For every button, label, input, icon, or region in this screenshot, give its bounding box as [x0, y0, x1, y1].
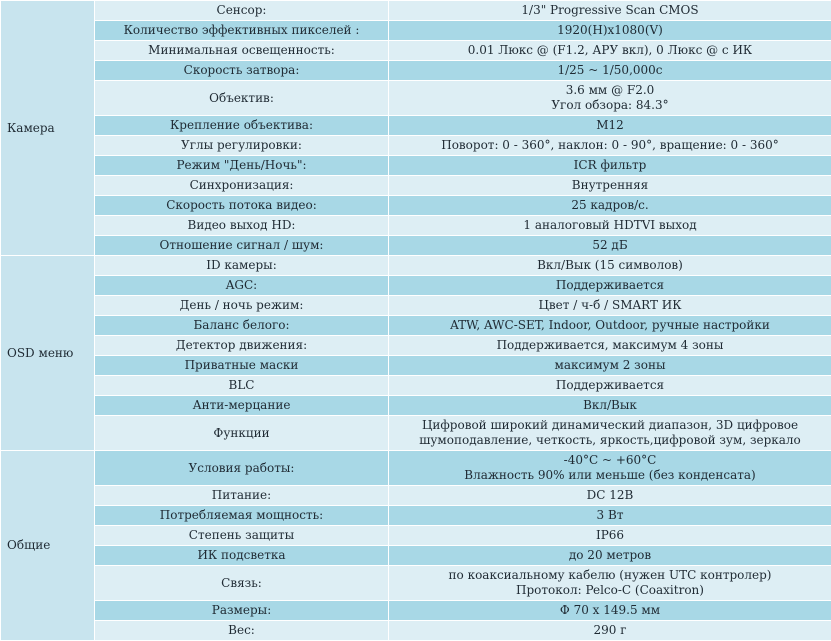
spec-value — [389, 256, 831, 276]
spec-row — [1, 621, 831, 641]
spec-value — [389, 236, 831, 256]
spec-value-line: Поддерживается, максимум 4 зоны — [393, 338, 827, 353]
spec-param: Режим "День/Ночь": — [95, 156, 389, 176]
spec-param: День / ночь режим: — [95, 296, 389, 316]
spec-row — [1, 136, 831, 156]
spec-row — [1, 566, 831, 601]
spec-value — [389, 156, 831, 176]
spec-value-line: Φ 70 x 149.5 мм — [393, 603, 827, 618]
spec-row — [1, 486, 831, 506]
spec-param: Минимальная освещенность: — [95, 41, 389, 61]
spec-value-line: 3.6 мм @ F2.0 — [393, 83, 827, 98]
spec-param: Объектив: — [95, 81, 389, 116]
spec-value-line: шумоподавление, четкость, яркость,цифровой зум, зеркало — [393, 433, 827, 448]
spec-row — [1, 276, 831, 296]
spec-row — [1, 216, 831, 236]
spec-row — [1, 116, 831, 136]
spec-param: Детектор движения: — [95, 336, 389, 356]
spec-value — [389, 116, 831, 136]
spec-param: Видео выход HD: — [95, 216, 389, 236]
spec-row — [1, 1, 831, 21]
spec-value — [389, 376, 831, 396]
spec-value-line: 1/3" Progressive Scan CMOS — [393, 3, 827, 18]
spec-param: Приватные маски — [95, 356, 389, 376]
spec-value — [389, 451, 831, 486]
spec-param: Количество эффективных пикселей : — [95, 21, 389, 41]
spec-row — [1, 61, 831, 81]
spec-value-line: 25 кадров/с. — [393, 198, 827, 213]
spec-row — [1, 81, 831, 116]
spec-param: Синхронизация: — [95, 176, 389, 196]
spec-row — [1, 41, 831, 61]
spec-value — [389, 506, 831, 526]
spec-row — [1, 416, 831, 451]
spec-value-line: ICR фильтр — [393, 158, 827, 173]
spec-value-line: 0.01 Люкс @ (F1.2, АРУ вкл), 0 Люкс @ с ИК — [393, 43, 827, 58]
spec-value — [389, 81, 831, 116]
spec-row — [1, 296, 831, 316]
spec-param: Скорость потока видео: — [95, 196, 389, 216]
spec-value-line: до 20 метров — [393, 548, 827, 563]
spec-param: Скорость затвора: — [95, 61, 389, 81]
spec-param: Связь: — [95, 566, 389, 601]
spec-row — [1, 396, 831, 416]
spec-value-line: 1920(H)x1080(V) — [393, 23, 827, 38]
spec-param: Крепление объектива: — [95, 116, 389, 136]
spec-param: ID камеры: — [95, 256, 389, 276]
spec-param: Потребляемая мощность: — [95, 506, 389, 526]
spec-row — [1, 451, 831, 486]
spec-value-line: 290 г — [393, 623, 827, 638]
spec-param: Степень защиты — [95, 526, 389, 546]
spec-value-line: Угол обзора: 84.3° — [393, 98, 827, 113]
spec-value — [389, 196, 831, 216]
spec-param: Питание: — [95, 486, 389, 506]
spec-value — [389, 396, 831, 416]
spec-value — [389, 356, 831, 376]
spec-value — [389, 1, 831, 21]
spec-value-line: IP66 — [393, 528, 827, 543]
spec-value-line: Цифровой широкий динамический диапазон, 3D цифровое — [393, 418, 827, 433]
spec-row — [1, 236, 831, 256]
spec-value-line: Поддерживается — [393, 378, 827, 393]
spec-value-line: Вкл/Вык (15 символов) — [393, 258, 827, 273]
spec-param: Сенсор: — [95, 1, 389, 21]
spec-value — [389, 136, 831, 156]
spec-value-line: Вкл/Вык — [393, 398, 827, 413]
spec-param: AGC: — [95, 276, 389, 296]
spec-row — [1, 546, 831, 566]
spec-value-line: Поворот: 0 - 360°, наклон: 0 - 90°, вращение: 0 - 360° — [393, 138, 827, 153]
spec-value — [389, 276, 831, 296]
spec-value-line: Внутренняя — [393, 178, 827, 193]
spec-row — [1, 601, 831, 621]
spec-param: BLC — [95, 376, 389, 396]
spec-value — [389, 336, 831, 356]
spec-row — [1, 316, 831, 336]
spec-value-line: 52 дБ — [393, 238, 827, 253]
spec-value-line: по коаксиальному кабелю (нужен UTC контролер) — [393, 568, 827, 583]
spec-value — [389, 41, 831, 61]
section-label: OSD меню — [1, 256, 95, 451]
spec-value — [389, 546, 831, 566]
spec-value — [389, 486, 831, 506]
spec-param: Вес: — [95, 621, 389, 641]
spec-value — [389, 526, 831, 546]
section-label: Общие — [1, 451, 95, 641]
spec-value-line: 1/25 ~ 1/50,000с — [393, 63, 827, 78]
spec-row — [1, 376, 831, 396]
specs-table-body — [1, 1, 831, 641]
spec-value — [389, 601, 831, 621]
spec-row — [1, 506, 831, 526]
spec-param: Размеры: — [95, 601, 389, 621]
spec-param: Функции — [95, 416, 389, 451]
spec-row — [1, 21, 831, 41]
spec-param: ИК подсветка — [95, 546, 389, 566]
spec-value — [389, 176, 831, 196]
spec-value-line: -40°C ~ +60°C — [393, 453, 827, 468]
spec-value-line: DC 12B — [393, 488, 827, 503]
spec-row — [1, 336, 831, 356]
spec-row — [1, 356, 831, 376]
spec-value — [389, 216, 831, 236]
spec-value-line: Цвет / ч-б / SMART ИК — [393, 298, 827, 313]
section-label: Камера — [1, 1, 95, 256]
spec-param: Баланс белого: — [95, 316, 389, 336]
spec-value — [389, 416, 831, 451]
spec-value — [389, 621, 831, 641]
spec-value-line: Поддерживается — [393, 278, 827, 293]
spec-value — [389, 566, 831, 601]
spec-value-line: M12 — [393, 118, 827, 133]
spec-value — [389, 316, 831, 336]
spec-row — [1, 156, 831, 176]
spec-value-line: максимум 2 зоны — [393, 358, 827, 373]
spec-value — [389, 21, 831, 41]
spec-value-line: ATW, AWC-SET, Indoor, Outdoor, ручные настройки — [393, 318, 827, 333]
spec-value-line: 1 аналоговый HDTVI выход — [393, 218, 827, 233]
spec-row — [1, 256, 831, 276]
spec-row — [1, 526, 831, 546]
spec-row — [1, 176, 831, 196]
spec-value — [389, 296, 831, 316]
spec-param: Отношение сигнал / шум: — [95, 236, 389, 256]
spec-row — [1, 196, 831, 216]
spec-param: Условия работы: — [95, 451, 389, 486]
spec-param: Углы регулировки: — [95, 136, 389, 156]
spec-value-line: Влажность 90% или меньше (без конденсата) — [393, 468, 827, 483]
spec-value-line: Протокол: Pelco-C (Coaxitron) — [393, 583, 827, 598]
spec-value-line: 3 Вт — [393, 508, 827, 523]
spec-value — [389, 61, 831, 81]
spec-param: Анти-мерцание — [95, 396, 389, 416]
